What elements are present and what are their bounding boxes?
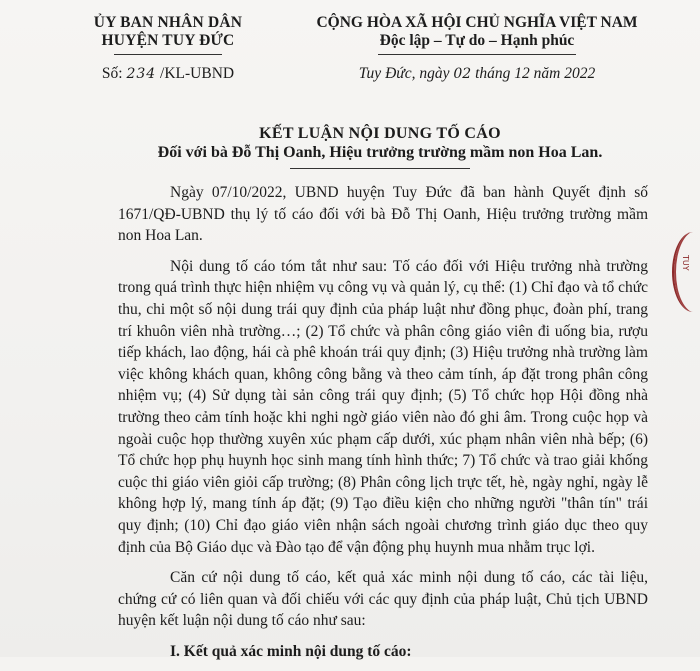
document-title-block <box>110 124 650 169</box>
number-handwritten: 234 <box>126 66 157 82</box>
paragraph-complaint-summary: Nội dung tố cáo tóm tắt như sau: Tố cáo đối với Hiệu trưởng nhà trường trong quá trình thực hiện nhiệm vụ công vụ và quản lý, cụ thể: (1) Chỉ đạo và tổ chức thu, chi một số nội dung trái quy định của pháp luật như đồng phục, đoàn phí, trang trí khuôn viên nhà trường…; (2) Tổ chức và phân công giáo viên đi uống bia, rượu tiếp khách, lao động, hái cà phê khoán trái quy định; (3) Hiệu trưởng nhà trường làm việc không khách quan, không công bằng và theo cảm tính, áp đặt trong phân công nhiệm vụ; (4) Sử dụng tài sản công trái quy định; (5) Tổ chức họp Hội đồng nhà trường theo cảm tính hoặc khi nghi ngờ giáo viên nào đó ghi âm. Trong cuộc họp và ngoài cuộc họp thường xuyên xúc phạm cấp dưới, xúc phạm nhân viên nhà bếp; (6) Tổ chức họp phụ huynh học sinh mang tính hình thức; 7) Tổ chức và trao giải khống cuộc thi giáo viên giỏi cấp trường; (8) Phân công lịch trực tết, hè, ngày nghỉ, ngày lễ không hợp lý, mang tính áp đặt; (9) Tạo điều kiện cho những người "thân tín" trái quy định; (10) Chỉ đạo giáo viên nhận sách ngoài chương trình giáo dục theo quy định của Bộ Giáo dục và Đào tạo để vận động phụ huynh mua nhằm trục lợi. <box>118 257 648 556</box>
number-suffix: /KL-UBND <box>156 65 235 82</box>
official-seal-partial <box>672 232 700 312</box>
date-prefix: Tuy Đức, ngày <box>358 65 454 82</box>
paragraph-decision: Ngày 07/10/2022, UBND huyện Tuy Đức đã ban hành Quyết định số 1671/QĐ-UBND thụ lý tố cáo đối với bà Đỗ Thị Oanh, Hiệu trưởng trường mầm non Hoa Lan. <box>118 184 648 245</box>
authority-line-1: ỦY BAN NHÂN DÂN <box>93 14 243 31</box>
number-prefix: Số: <box>101 65 127 82</box>
issuing-authority-header <box>68 14 268 83</box>
national-motto: Độc lập – Tự do – Hạnh phúc <box>379 32 575 49</box>
title-underline <box>290 168 470 169</box>
seal-text: TUY <box>681 255 690 271</box>
document-number <box>68 65 268 83</box>
national-header <box>282 14 672 83</box>
document-subtitle: Đối với bà Đỗ Thị Oanh, Hiệu trưởng trường mầm non Hoa Lan. <box>157 144 603 161</box>
date-day-handwritten: 02 <box>453 66 472 82</box>
authority-line-2: HUYỆN TUY ĐỨC <box>101 32 235 49</box>
document-title: KẾT LUẬN NỘI DUNG TỐ CÁO <box>259 125 501 142</box>
section-heading: I. Kết quả xác minh nội dung tố cáo: <box>170 642 412 660</box>
document-body <box>118 182 648 671</box>
authority-underline <box>114 54 222 55</box>
nation-title: CỘNG HÒA XÃ HỘI CHỦ NGHĨA VIỆT NAM <box>316 14 638 31</box>
date-suffix: tháng 12 năm 2022 <box>471 65 596 82</box>
document-date <box>282 65 672 83</box>
motto-underline <box>378 54 576 55</box>
paragraph-basis: Căn cứ nội dung tố cáo, kết quả xác minh nội dung tố cáo, các tài liệu, chứng cứ có liên quan và đối chiếu với các quy định của pháp luật, Chủ tịch UBND huyện kết luận nội dung tố cáo như sau: <box>118 569 648 630</box>
